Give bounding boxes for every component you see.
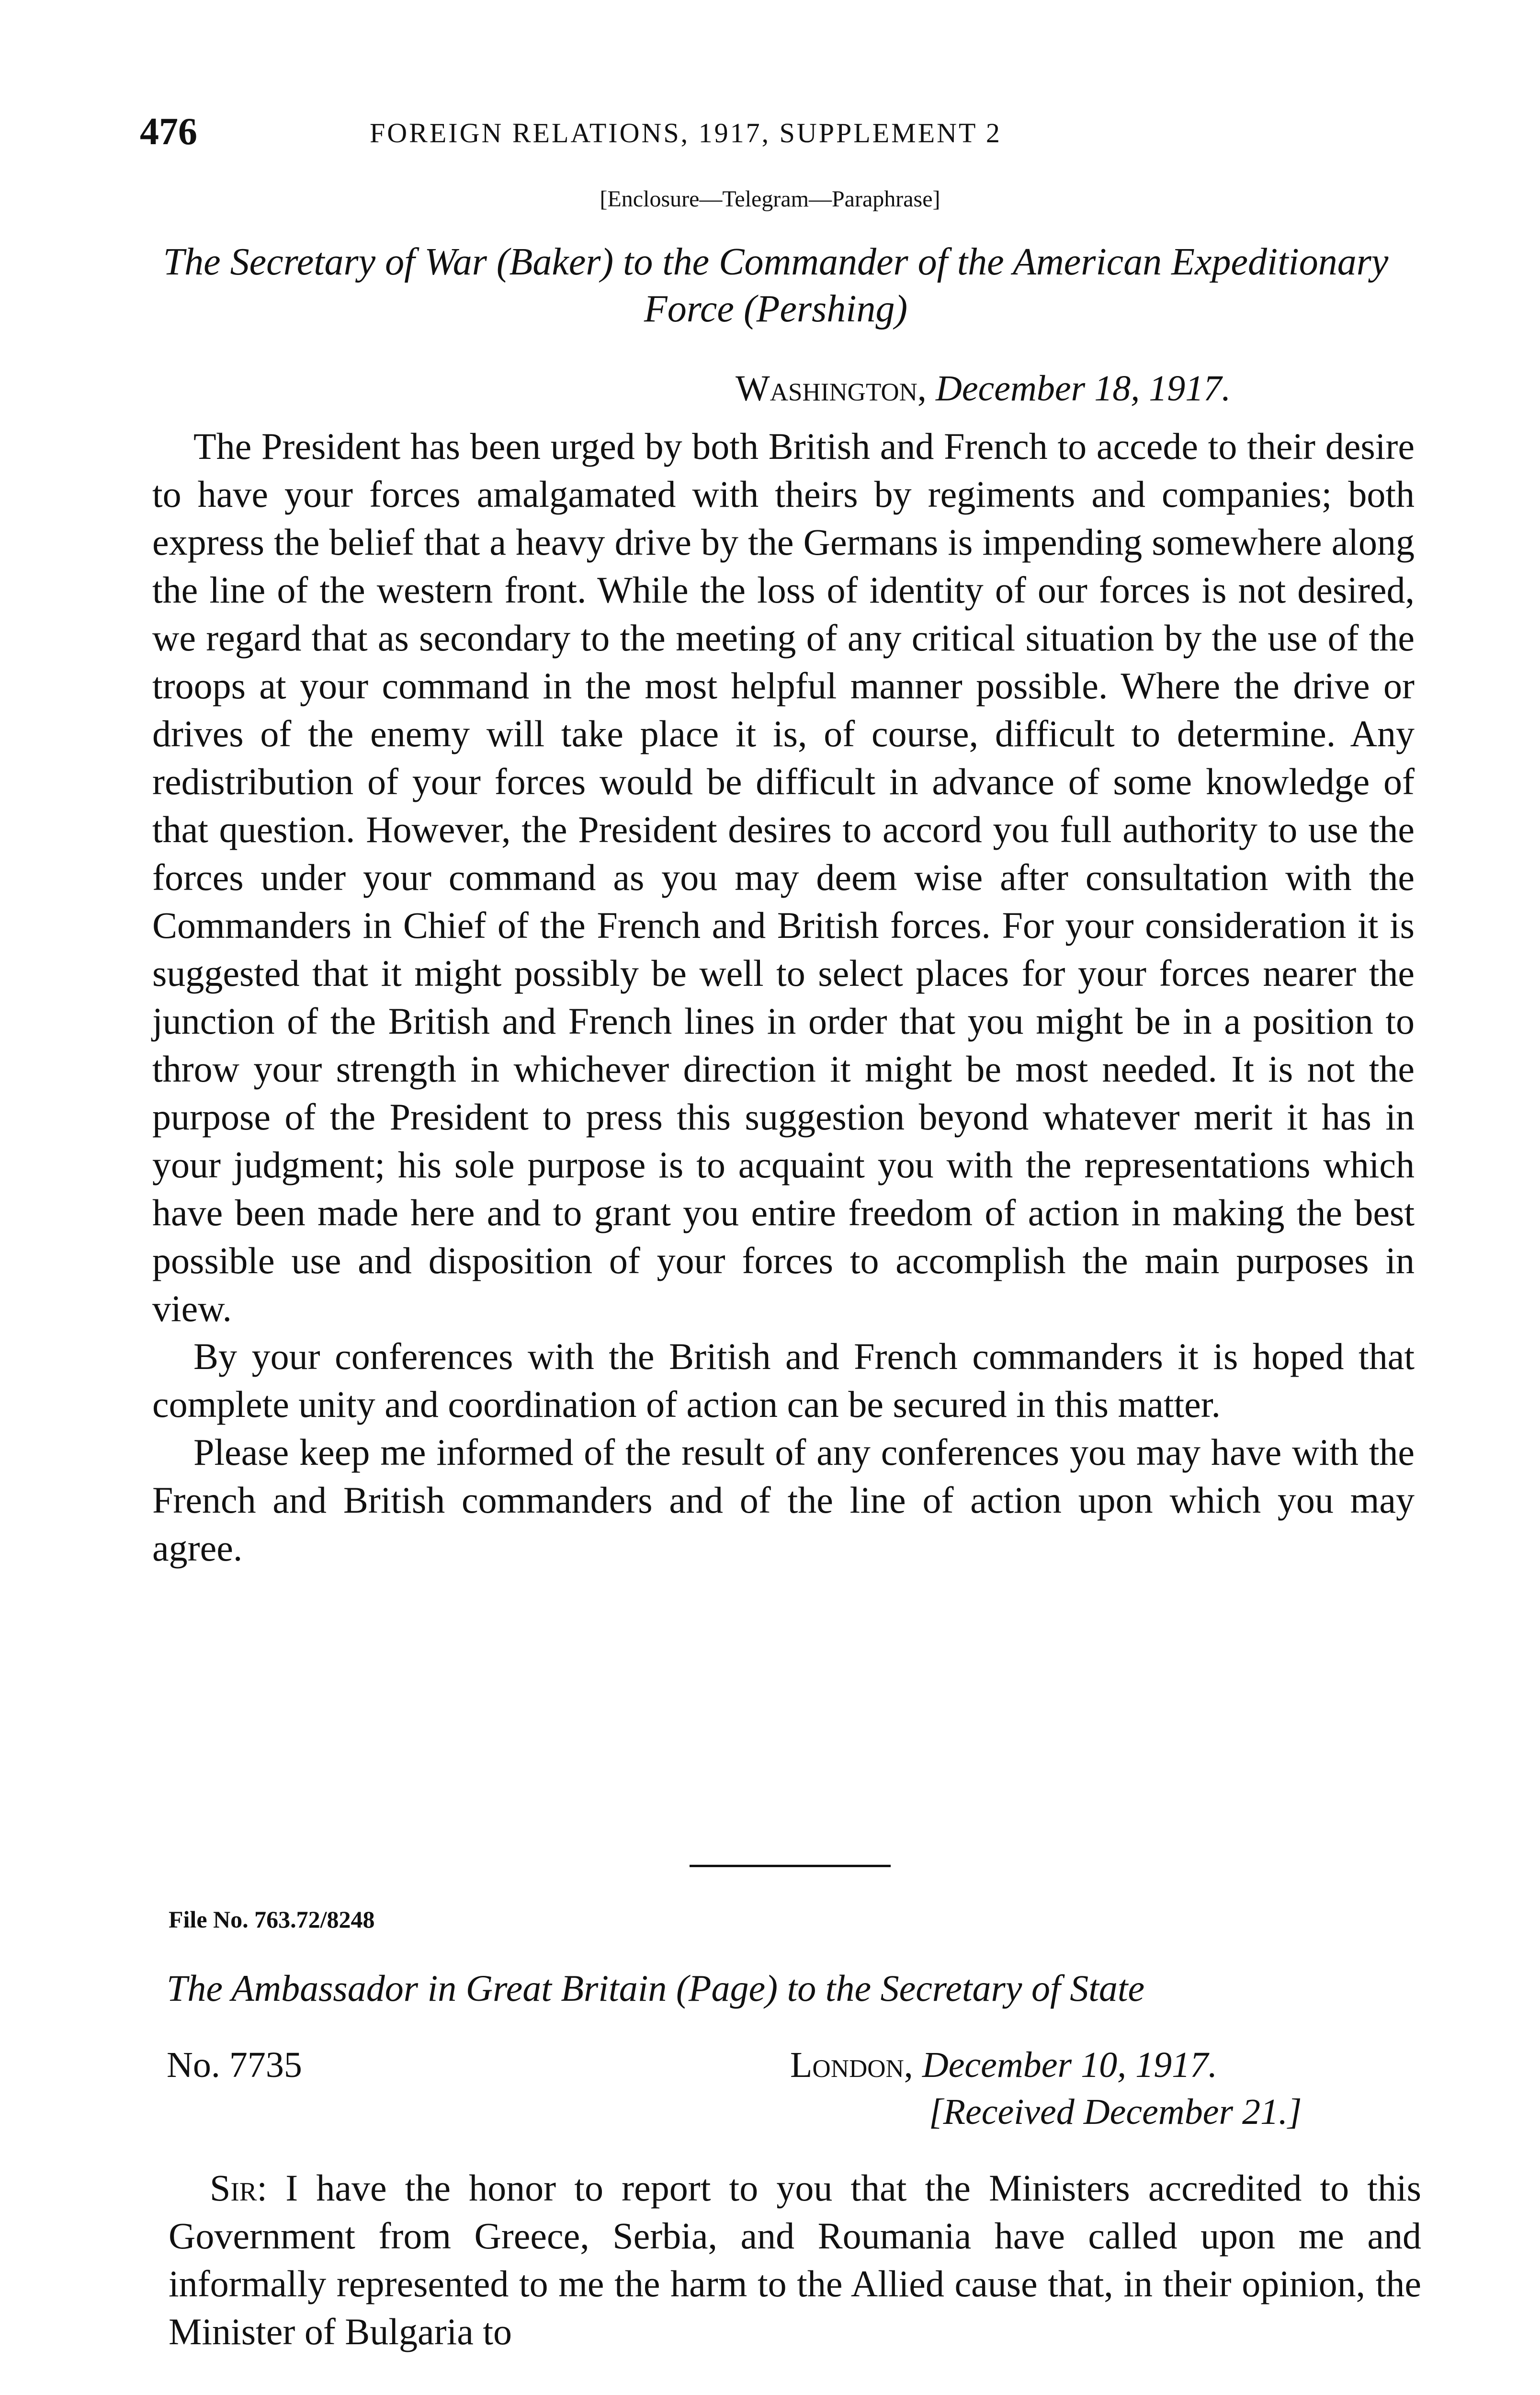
received-date: [Received December 21.]	[929, 2092, 1302, 2132]
document-title-1: The Secretary of War (Baker) to the Commander of the American Expeditionary Force (Pershing)	[163, 241, 1389, 330]
dateline-1	[736, 368, 1231, 410]
document-1-paragraph-2: By your conferences with the British and French commanders it is hoped that complete unity and coordination of action can be secured in this matter.	[152, 1335, 1415, 1425]
document-1-paragraph-3: Please keep me informed of the result of any conferences you may have with the French and British commanders and of the line of action upon which you may agree.	[152, 1431, 1415, 1569]
file-number: File No. 763.72/8248	[169, 1906, 375, 1933]
page-header	[140, 110, 1433, 163]
document-2-paragraph-text: I have the honor to report to you that the Ministers accredited to this Government from Greece, Serbia, and Roumania have called upon me and informally represented to me the harm to the Allied cause that, in their opinion, the Minister of Bulgaria to	[169, 2167, 1421, 2352]
running-head: FOREIGN RELATIONS, 1917, SUPPLEMENT 2	[370, 117, 1002, 148]
enclosure-label: [Enclosure—Telegram—Paraphrase]	[600, 186, 940, 212]
document-title-2: The Ambassador in Great Britain (Page) to the Secretary of State	[167, 1967, 1145, 2009]
document-1-body	[152, 422, 1415, 1572]
document-2-paragraph-1	[169, 2164, 1421, 2356]
dateline-1-date: December 18, 1917.	[935, 368, 1231, 409]
dateline-2	[790, 2044, 1217, 2086]
document-2-body	[169, 2164, 1421, 2356]
salutation: Sir:	[210, 2167, 268, 2209]
dateline-1-place: Washington,	[736, 368, 927, 409]
dispatch-number: No. 7735	[167, 2045, 302, 2085]
document-1-paragraph-1: The President has been urged by both British and French to accede to their desire to have your forces amalgamated with theirs by regiments and companies; both express the belief that a heavy drive by the Germans is impending somewhere along the line of the western front. While the loss of identity of our forces is not desired, we regard that as secondary to the meeting of any critical situation by the use of the troops at your command in the most helpful manner possible. Where the drive or drives of the enemy will take place it is, of course, difficult to determine. Any redistribution of your forces would be difficult in advance of some knowledge of that question. However, the President desires to accord you full authority to use the forces under your command as you may deem wise after consultation with the Commanders in Chief of the French and British forces. For your consideration it is suggested that it might possibly be well to select places for your forces nearer the junction of the British and French lines in order that you might be in a position to throw your strength in whichever direction it might be most needed. It is not the purpose of the President to press this suggestion beyond whatever merit it has in your judgment; his sole purpose is to acquaint you with the representations which have been made here and to grant you entire freedom of action in making the best possible use and disposition of your forces to accomplish the main purposes in view.	[152, 425, 1415, 1329]
page-number: 476	[140, 111, 197, 153]
dateline-2-place: London,	[790, 2045, 913, 2085]
section-divider	[690, 1865, 891, 1867]
dateline-2-date: December 10, 1917.	[922, 2045, 1218, 2085]
